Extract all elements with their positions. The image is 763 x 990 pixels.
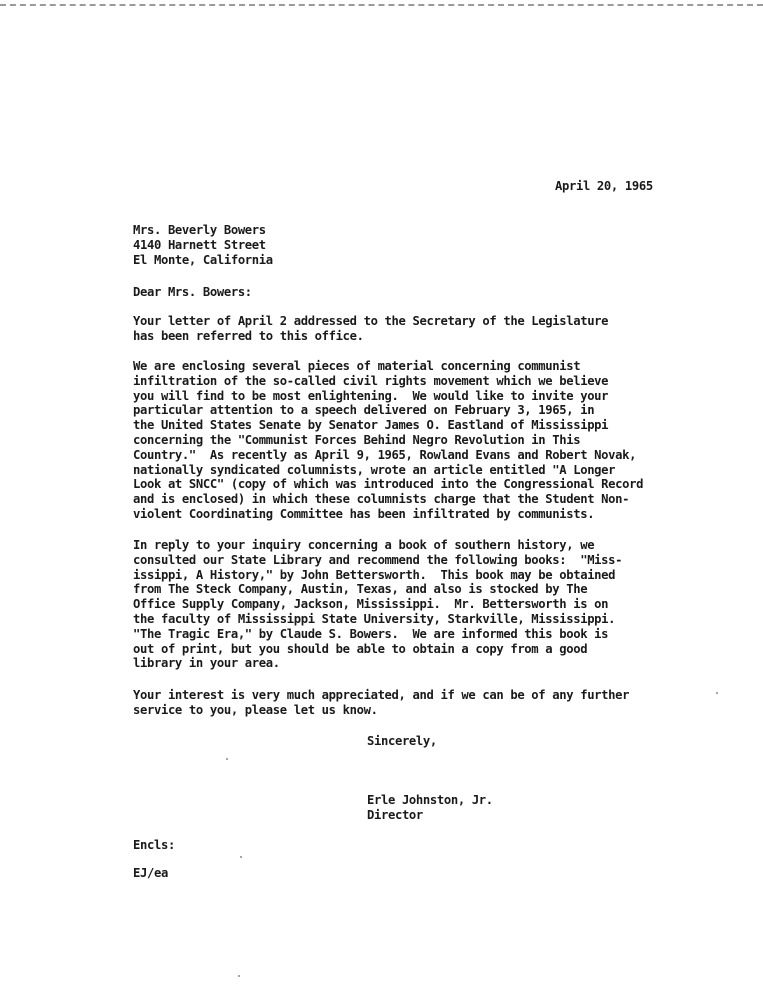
- signer-title: Director: [367, 808, 423, 822]
- body-line: Your interest is very much appreciated, and if we can be of any further: [133, 688, 630, 702]
- body-line: from The Steck Company, Austin, Texas, and also is stocked by The: [133, 582, 588, 597]
- scan-speck: [240, 856, 242, 858]
- scan-speck: [716, 692, 718, 694]
- body-line: We are enclosing several pieces of material concerning communist: [133, 359, 581, 373]
- body-line: issippi, A History," by John Bettersworth. This book may be obtained: [133, 567, 616, 582]
- body-line: "The Tragic Era," by Claude S. Bowers. We are informed this book is: [133, 626, 609, 641]
- body-line: consulted our State Library and recommend the following books: "Miss-: [133, 552, 623, 567]
- body-line: and is enclosed) in which these columnists charge that the Student Non-: [133, 492, 630, 507]
- reference-initials: EJ/ea: [133, 866, 168, 880]
- scan-speck: [238, 975, 240, 977]
- body-paragraph-2: [133, 359, 643, 522]
- salutation: Dear Mrs. Bowers:: [133, 285, 252, 299]
- body-line: you will find to be most enlightening. We would like to invite your: [133, 388, 609, 403]
- body-line: particular attention to a speech delivered on February 3, 1965, in: [133, 403, 595, 418]
- enclosure-note: Encls:: [133, 838, 175, 852]
- body-line: out of print, but you should be able to obtain a copy from a good: [133, 641, 588, 656]
- recipient-name: Mrs. Beverly Bowers: [133, 223, 266, 237]
- signer-name: Erle Johnston, Jr.: [367, 793, 493, 807]
- body-line: concerning the "Communist Forces Behind Negro Revolution in This: [133, 432, 581, 447]
- body-paragraph-4: [133, 688, 629, 718]
- scan-speck: [226, 758, 228, 760]
- recipient-city: El Monte, California: [133, 253, 273, 267]
- body-line: service to you, please let us know.: [133, 702, 378, 717]
- closing: Sincerely,: [367, 734, 437, 748]
- body-line: Your letter of April 2 addressed to the Secretary of the Legislature: [133, 314, 609, 328]
- body-line: the United States Senate by Senator James O. Eastland of Mississippi: [133, 418, 609, 433]
- body-line: nationally syndicated columnists, wrote an article entitled "A Longer: [133, 462, 616, 477]
- letter-date: April 20, 1965: [555, 179, 653, 193]
- body-line: Look at SNCC" (copy of which was introduced into the Congressional Record: [133, 477, 644, 492]
- body-line: library in your area.: [133, 656, 280, 671]
- body-line: infiltration of the so-called civil rights movement which we believe: [133, 373, 609, 388]
- body-line: In reply to your inquiry concerning a book of southern history, we: [133, 538, 595, 552]
- page-top-edge-rule: [0, 4, 763, 6]
- body-line: Office Supply Company, Jackson, Mississippi. Mr. Bettersworth is on: [133, 597, 609, 612]
- body-paragraph-3: [133, 538, 622, 671]
- body-line: Country." As recently as April 9, 1965, Rowland Evans and Robert Novak,: [133, 447, 637, 462]
- body-line: has been referred to this office.: [133, 328, 364, 343]
- body-line: the faculty of Mississippi State University, Starkville, Mississippi.: [133, 611, 616, 626]
- body-paragraph-1: [133, 314, 608, 344]
- recipient-street: 4140 Harnett Street: [133, 238, 266, 252]
- body-line: violent Coordinating Committee has been infiltrated by communists.: [133, 506, 595, 521]
